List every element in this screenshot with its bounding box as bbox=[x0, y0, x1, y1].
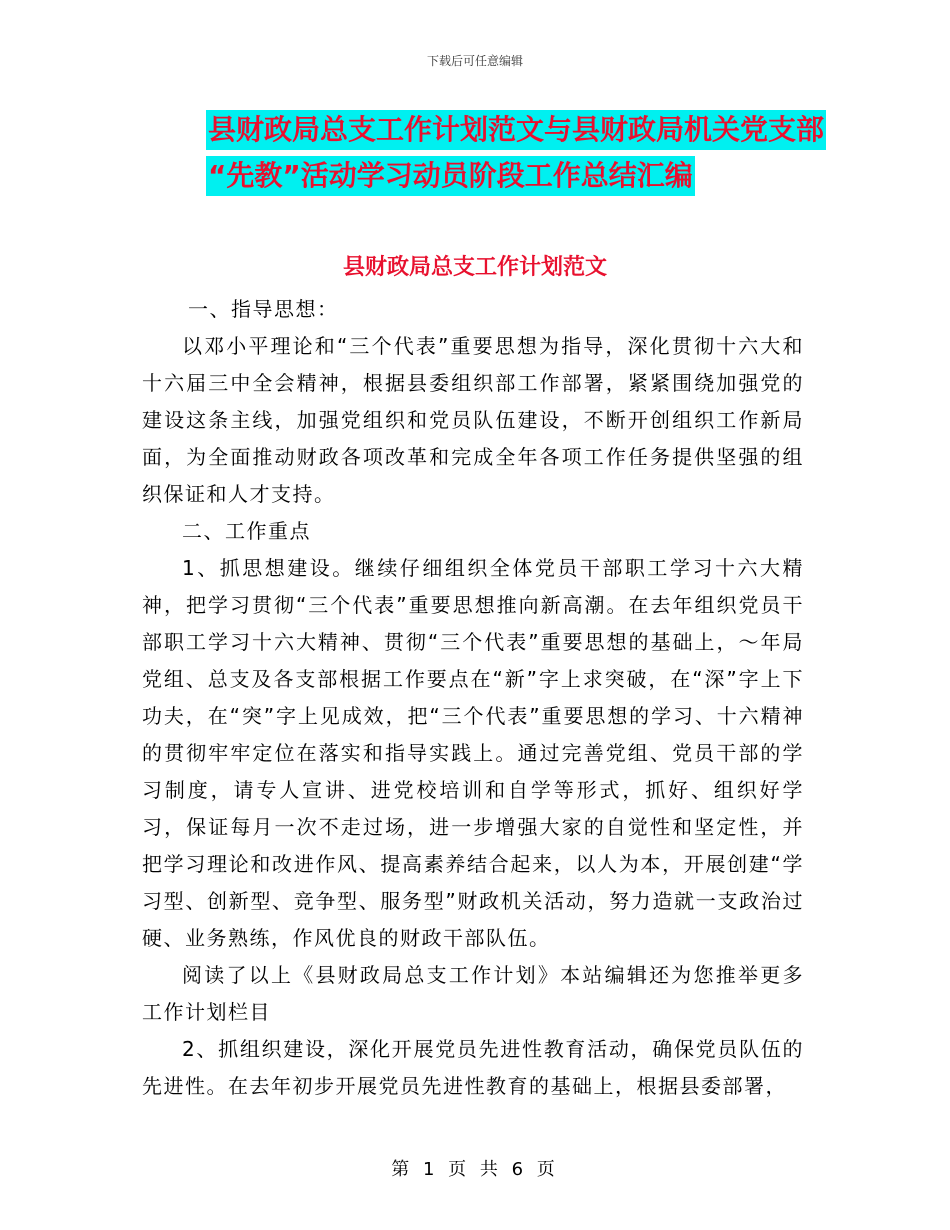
document-title-line-2: “先教”活动学习动员阶段工作总结汇编 bbox=[206, 156, 695, 196]
paragraph-reading-note: 阅读了以上《县财政局总支工作计划》本站编辑还为您推举更多工作计划栏目 bbox=[142, 963, 804, 1024]
header-note: 下载后可任意编辑 bbox=[426, 54, 523, 68]
heading-work-focus: 二、工作重点 bbox=[182, 519, 311, 543]
paragraph-ideological-building: 1、抓思想建设。继续仔细组织全体党员干部职工学习十六大精神，把学习贯彻“三个代表”重要思想推向新高潮。在去年组织党员干部职工学习十六大精神、贯彻“三个代表”重要思想的基础上，～年局党组、总支及各支部根据工作要点在“新”字上求突破，在“深”字上下功夫，在“突”字上见成效，把“三个代表”重要思想的学习、十六精神的贯彻牢牢定位在落实和指导实践上。通过完善党组、党员干部的学习制度，请专人宣讲、进党校培训和自学等形式，抓好、组织好学习，保证每月一次不走过场，进一步增强大家的自觉性和坚定性，并把学习理论和改进作风、提高素养结合起来，以人为本，开展创建“学习型、创新型、竞争型、服务型”财政机关活动，努力造就一支政治过硬、业务熟练，作风优良的财政干部队伍。 bbox=[142, 556, 804, 950]
body-text bbox=[142, 291, 804, 1105]
paragraph-guiding-ideology: 以邓小平理论和“三个代表”重要思想为指导，深化贯彻十六大和十六届三中全会精神，根据县委组织部工作部署，紧紧围绕加强党的建设这条主线，加强党组织和党员队伍建设，不断开创组织工作新局面，为全面推动财政各项改革和完成全年各项工作任务提供坚强的组织保证和人才支持。 bbox=[142, 334, 804, 506]
heading-guiding-ideology: 一、指导思想： bbox=[188, 297, 339, 321]
document-title-line-1: 县财政局总支工作计划范文与县财政局机关党支部 bbox=[206, 110, 826, 150]
section-title: 县财政局总支工作计划范文 bbox=[342, 255, 607, 280]
page-footer: 第 1 页 共 6 页 bbox=[391, 1159, 559, 1180]
paragraph-organizational-building: 2、抓组织建设，深化开展党员先进性教育活动，确保党员队伍的先进性。在去年初步开展党员先进性教育的基础上，根据县委部署， bbox=[142, 1037, 804, 1098]
